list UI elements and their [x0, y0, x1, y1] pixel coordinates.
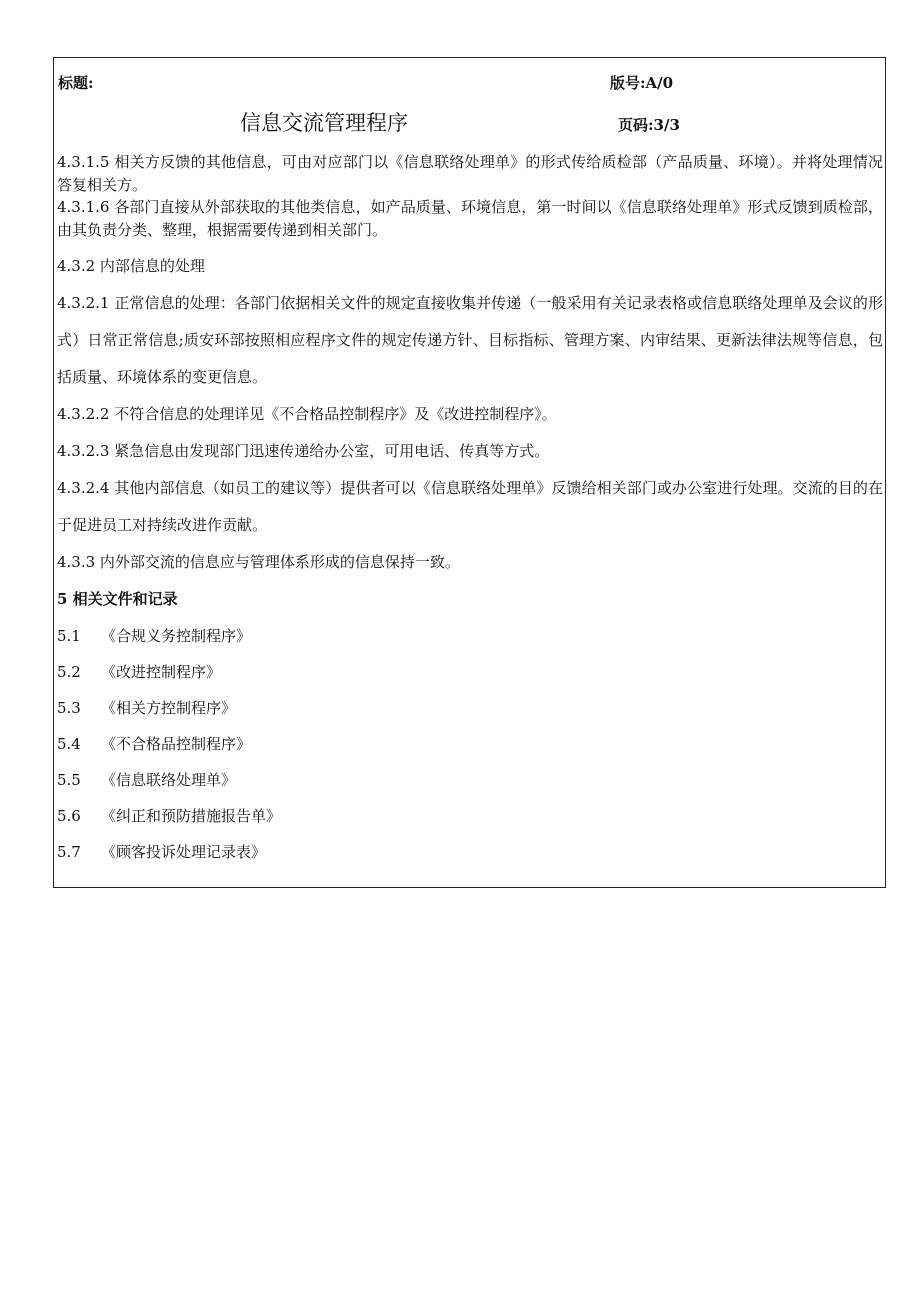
reference-item — [57, 690, 883, 726]
page-number: 页码:3/3 — [618, 116, 680, 134]
paragraph-4-3-1-6: 4.3.1.6 各部门直接从外部获取的其他类信息，如产品质量、环境信息，第一时间以《信息联络处理单》形式反馈到质检部，由其负责分类、整理，根据需要传递到相关部门。 — [57, 198, 883, 239]
reference-number: 5.3 — [57, 699, 81, 717]
reference-number: 5.6 — [57, 807, 81, 825]
reference-item — [57, 654, 883, 690]
reference-title: 《相关方控制程序》 — [101, 699, 237, 717]
reference-title: 《纠正和预防措施报告单》 — [101, 807, 282, 825]
paragraph-4-3-2-4: 4.3.2.4 其他内部信息（如员工的建议等）提供者可以《信息联络处理单》反馈给相关部门或办公室进行处理。交流的目的在于促进员工对持续改进作贡献。 — [57, 479, 883, 534]
reference-title: 《合规义务控制程序》 — [101, 627, 252, 645]
reference-item — [57, 762, 883, 798]
paragraph-4-3-2-1: 4.3.2.1 正常信息的处理：各部门依据相关文件的规定直接收集并传递（一般采用有关记录表格或信息联络处理单及会议的形式）日常正常信息;质安环部按照相应程序文件的规定传递方针、目标指标、管理方案、内审结果、更新法律法规等信息，包括质量、环境体系的变更信息。 — [57, 294, 883, 386]
reference-item — [57, 726, 883, 762]
reference-number: 5.7 — [57, 843, 81, 861]
reference-number: 5.4 — [57, 735, 81, 753]
paragraph-4-3-1-5: 4.3.1.5 相关方反馈的其他信息，可由对应部门以《信息联络处理单》的形式传给质检部（产品质量、环境）。并将处理情况答复相关方。 — [57, 153, 883, 194]
heading-4-3-2: 4.3.2 内部信息的处理 — [57, 257, 205, 275]
reference-item — [57, 798, 883, 834]
document-title: 信息交流管理程序 — [240, 111, 408, 135]
reference-item — [57, 618, 883, 654]
reference-number: 5.5 — [57, 771, 81, 789]
title-label: 标题: — [58, 74, 94, 92]
document-body — [54, 151, 885, 870]
reference-title: 《顾客投诉处理记录表》 — [101, 843, 267, 861]
reference-title: 《信息联络处理单》 — [101, 771, 237, 789]
paragraph-4-3-2-3: 4.3.2.3 紧急信息由发现部门迅速传递给办公室，可用电话、传真等方式。 — [57, 442, 550, 460]
reference-title: 《不合格品控制程序》 — [101, 735, 252, 753]
paragraph-4-3-2-2: 4.3.2.2 不符合信息的处理详见《不合格品控制程序》及《改进控制程序》。 — [57, 405, 557, 423]
section-5-title: 5 相关文件和记录 — [57, 590, 178, 608]
document-header — [54, 58, 885, 151]
document-frame — [53, 57, 886, 888]
reference-item — [57, 834, 883, 870]
reference-title: 《改进控制程序》 — [101, 663, 222, 681]
paragraph-4-3-3: 4.3.3 内外部交流的信息应与管理体系形成的信息保持一致。 — [57, 553, 460, 571]
reference-number: 5.1 — [57, 627, 81, 645]
reference-number: 5.2 — [57, 663, 81, 681]
version-number: 版号:A/0 — [610, 74, 674, 92]
